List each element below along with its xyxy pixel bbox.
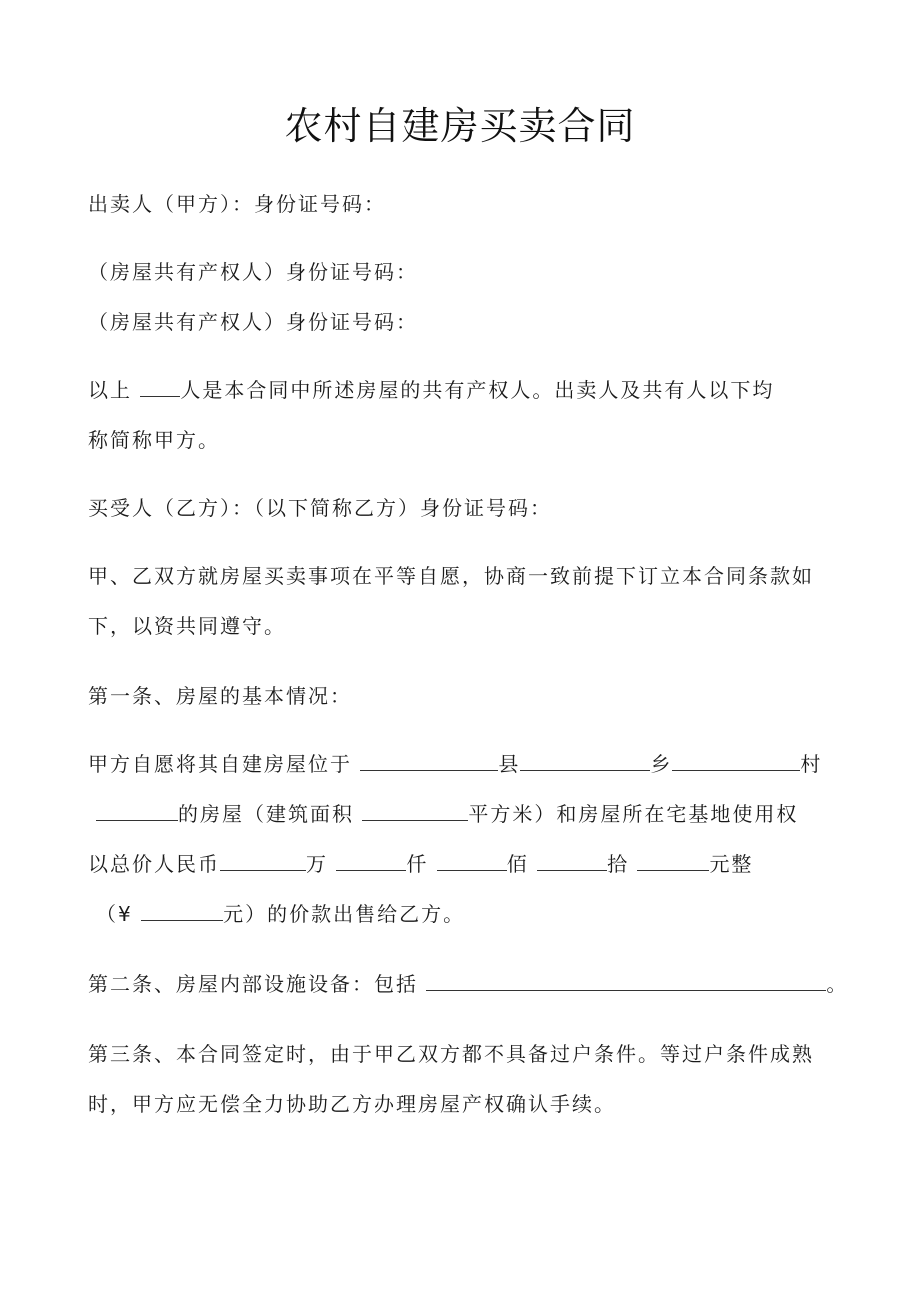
co-owner-line-1: （房屋共有产权人）身份证号码： — [88, 260, 418, 284]
article3-line-2: 时，甲方应无偿全力协助乙方办理房屋产权确认手续。 — [88, 1092, 616, 1116]
document-title: 农村自建房买卖合同 — [284, 104, 636, 148]
article1-heading: 第一条、房屋的基本情况： — [88, 684, 352, 708]
county-blank — [360, 752, 498, 771]
village-label: 村 — [800, 752, 823, 776]
owners-intro-prefix: 以上 — [88, 378, 141, 402]
price-prefix: 以总价人民币 — [88, 852, 220, 876]
bai-label: 佰 — [506, 852, 538, 876]
yuan-blank — [637, 852, 709, 871]
wan-label: 万 — [306, 852, 337, 876]
article2-end: 。 — [826, 972, 849, 996]
co-owner-line-2: （房屋共有产权人）身份证号码： — [88, 310, 418, 334]
article1-price-line — [88, 850, 753, 878]
bai-blank — [437, 852, 507, 871]
qian-blank — [336, 852, 406, 871]
village-blank — [672, 752, 800, 771]
facilities-blank — [426, 972, 826, 991]
article2-line — [88, 970, 848, 998]
article1-yen-line — [96, 900, 465, 928]
location-prefix: 甲方自愿将其自建房屋位于 — [88, 752, 361, 776]
article2-text: 第二条、房屋内部设施设备：包括 — [88, 972, 427, 996]
owners-intro-line — [88, 376, 774, 404]
yen-close: 元）的价款出售给乙方。 — [223, 902, 466, 926]
yen-blank — [141, 902, 223, 921]
area-unit: 平方米）和房屋所在宅基地使用权 — [468, 802, 799, 826]
shi-blank — [537, 852, 607, 871]
county-label: 县 — [498, 752, 521, 776]
article1-house-line — [96, 800, 798, 828]
buyer-line: 买受人（乙方）：（以下简称乙方）身份证号码： — [88, 496, 552, 520]
yen-open: （¥ — [96, 902, 142, 926]
township-label: 乡 — [650, 752, 673, 776]
township-blank — [520, 752, 650, 771]
yuan-zheng-label: 元整 — [709, 852, 754, 876]
house-blank — [96, 802, 178, 821]
house-label: 的房屋（建筑面积 — [178, 802, 363, 826]
seller-line: 出卖人（甲方）：身份证号码： — [88, 192, 386, 216]
area-blank — [362, 802, 468, 821]
article1-location-line — [88, 750, 822, 778]
owners-intro-continuation: 称简称甲方。 — [88, 428, 220, 452]
agreement-line-1: 甲、乙双方就房屋买卖事项在平等自愿，协商一致前提下订立本合同条款如 — [88, 564, 814, 588]
wan-blank — [220, 852, 306, 871]
article3-line-1: 第三条、本合同签定时，由于甲乙双方都不具备过户条件。等过户条件成熟 — [88, 1042, 814, 1066]
shi-label: 拾 — [607, 852, 638, 876]
qian-label: 仟 — [406, 852, 437, 876]
agreement-line-2: 下，以资共同遵守。 — [88, 614, 286, 638]
owners-intro-suffix: 人是本合同中所述房屋的共有产权人。出卖人及共有人以下均 — [180, 378, 775, 402]
owners-count-blank — [140, 378, 180, 397]
